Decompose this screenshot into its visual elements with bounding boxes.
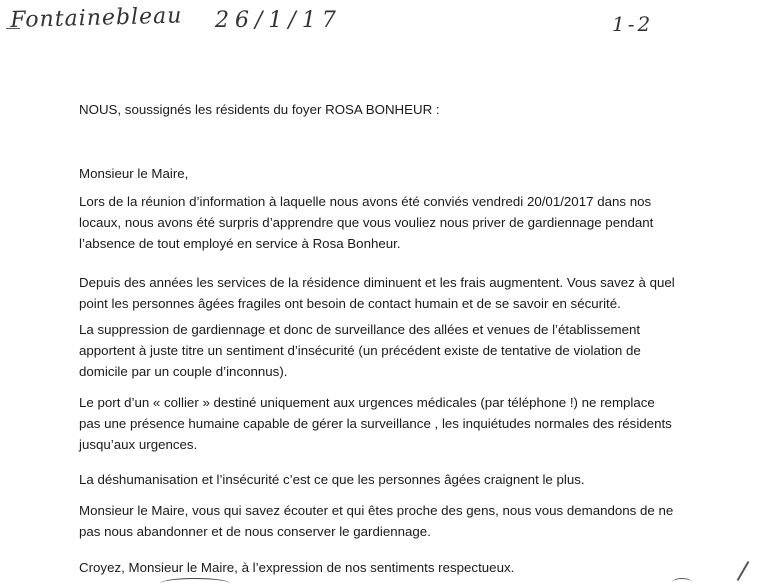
paragraph-line: La suppression de gardiennage et donc de surveillance des allées et venues de l’établissement (79, 322, 641, 337)
paragraph-line: l’absence de tout employé en service à Rosa Bonheur. (79, 236, 401, 251)
paragraph-1 (79, 191, 653, 254)
paragraph-line: Lors de la réunion d’information à laquelle nous avons été conviés vendredi 20/01/2017 dans nos (79, 194, 652, 209)
paragraph-3 (79, 319, 641, 382)
paragraph-line: Croyez, Monsieur le Maire, à l’expression de nos sentiments respectueux. (79, 560, 515, 575)
signature-stroke (672, 578, 692, 586)
paragraph-line: apportent à juste titre un sentiment d’insécurité (un précédent existe de tentative de violation de (79, 343, 641, 358)
paragraph-line: point les personnes âgées fragiles ont besoin de contact humain et de se savoir en sécurité. (79, 296, 621, 311)
paragraph-line: pas nous abandonner et de nous conserver le gardiennage. (79, 524, 431, 539)
paragraph-5 (79, 469, 585, 490)
handwritten-place: Fontainebleau (10, 3, 183, 33)
paragraph-line: Depuis des années les services de la résidence diminuent et les frais augmentent. Vous savez à quel (79, 275, 675, 290)
paragraph-2 (79, 272, 675, 314)
paragraph-line: jusqu’aux urgences. (79, 437, 198, 452)
paragraph-line: locaux, nous avons été surpris d’apprendre que vous vouliez nous priver de gardiennage pendant (79, 215, 654, 230)
handwritten-page-number: 1-2 (612, 12, 654, 36)
signature-stroke (160, 578, 230, 586)
paragraph-6 (79, 500, 673, 542)
paragraph-line: Le port d’un « collier » destiné uniquement aux urgences médicales (par téléphone !) ne remplace (79, 395, 655, 410)
paragraph-7 (79, 557, 514, 578)
letter-salutation: Monsieur le Maire, (79, 166, 189, 181)
signature-stroke (737, 561, 750, 581)
paragraph-line: Monsieur le Maire, vous qui savez écouter et qui êtes proche des gens, nous vous demandons de ne (79, 503, 674, 518)
letter-header: NOUS, soussignés les résidents du foyer ROSA BONHEUR : (79, 102, 440, 117)
paragraph-line: pas une présence humaine capable de gérer la surveillance , les inquiétudes normales des résidents (79, 416, 672, 431)
handwritten-date: 26/1/17 (215, 8, 342, 33)
paragraph-line: La déshumanisation et l’insécurité c’est ce que les personnes âgées craignent le plus. (79, 472, 585, 487)
paragraph-line: domicile par un couple d’inconnus). (79, 364, 288, 379)
paragraph-4 (79, 392, 672, 455)
